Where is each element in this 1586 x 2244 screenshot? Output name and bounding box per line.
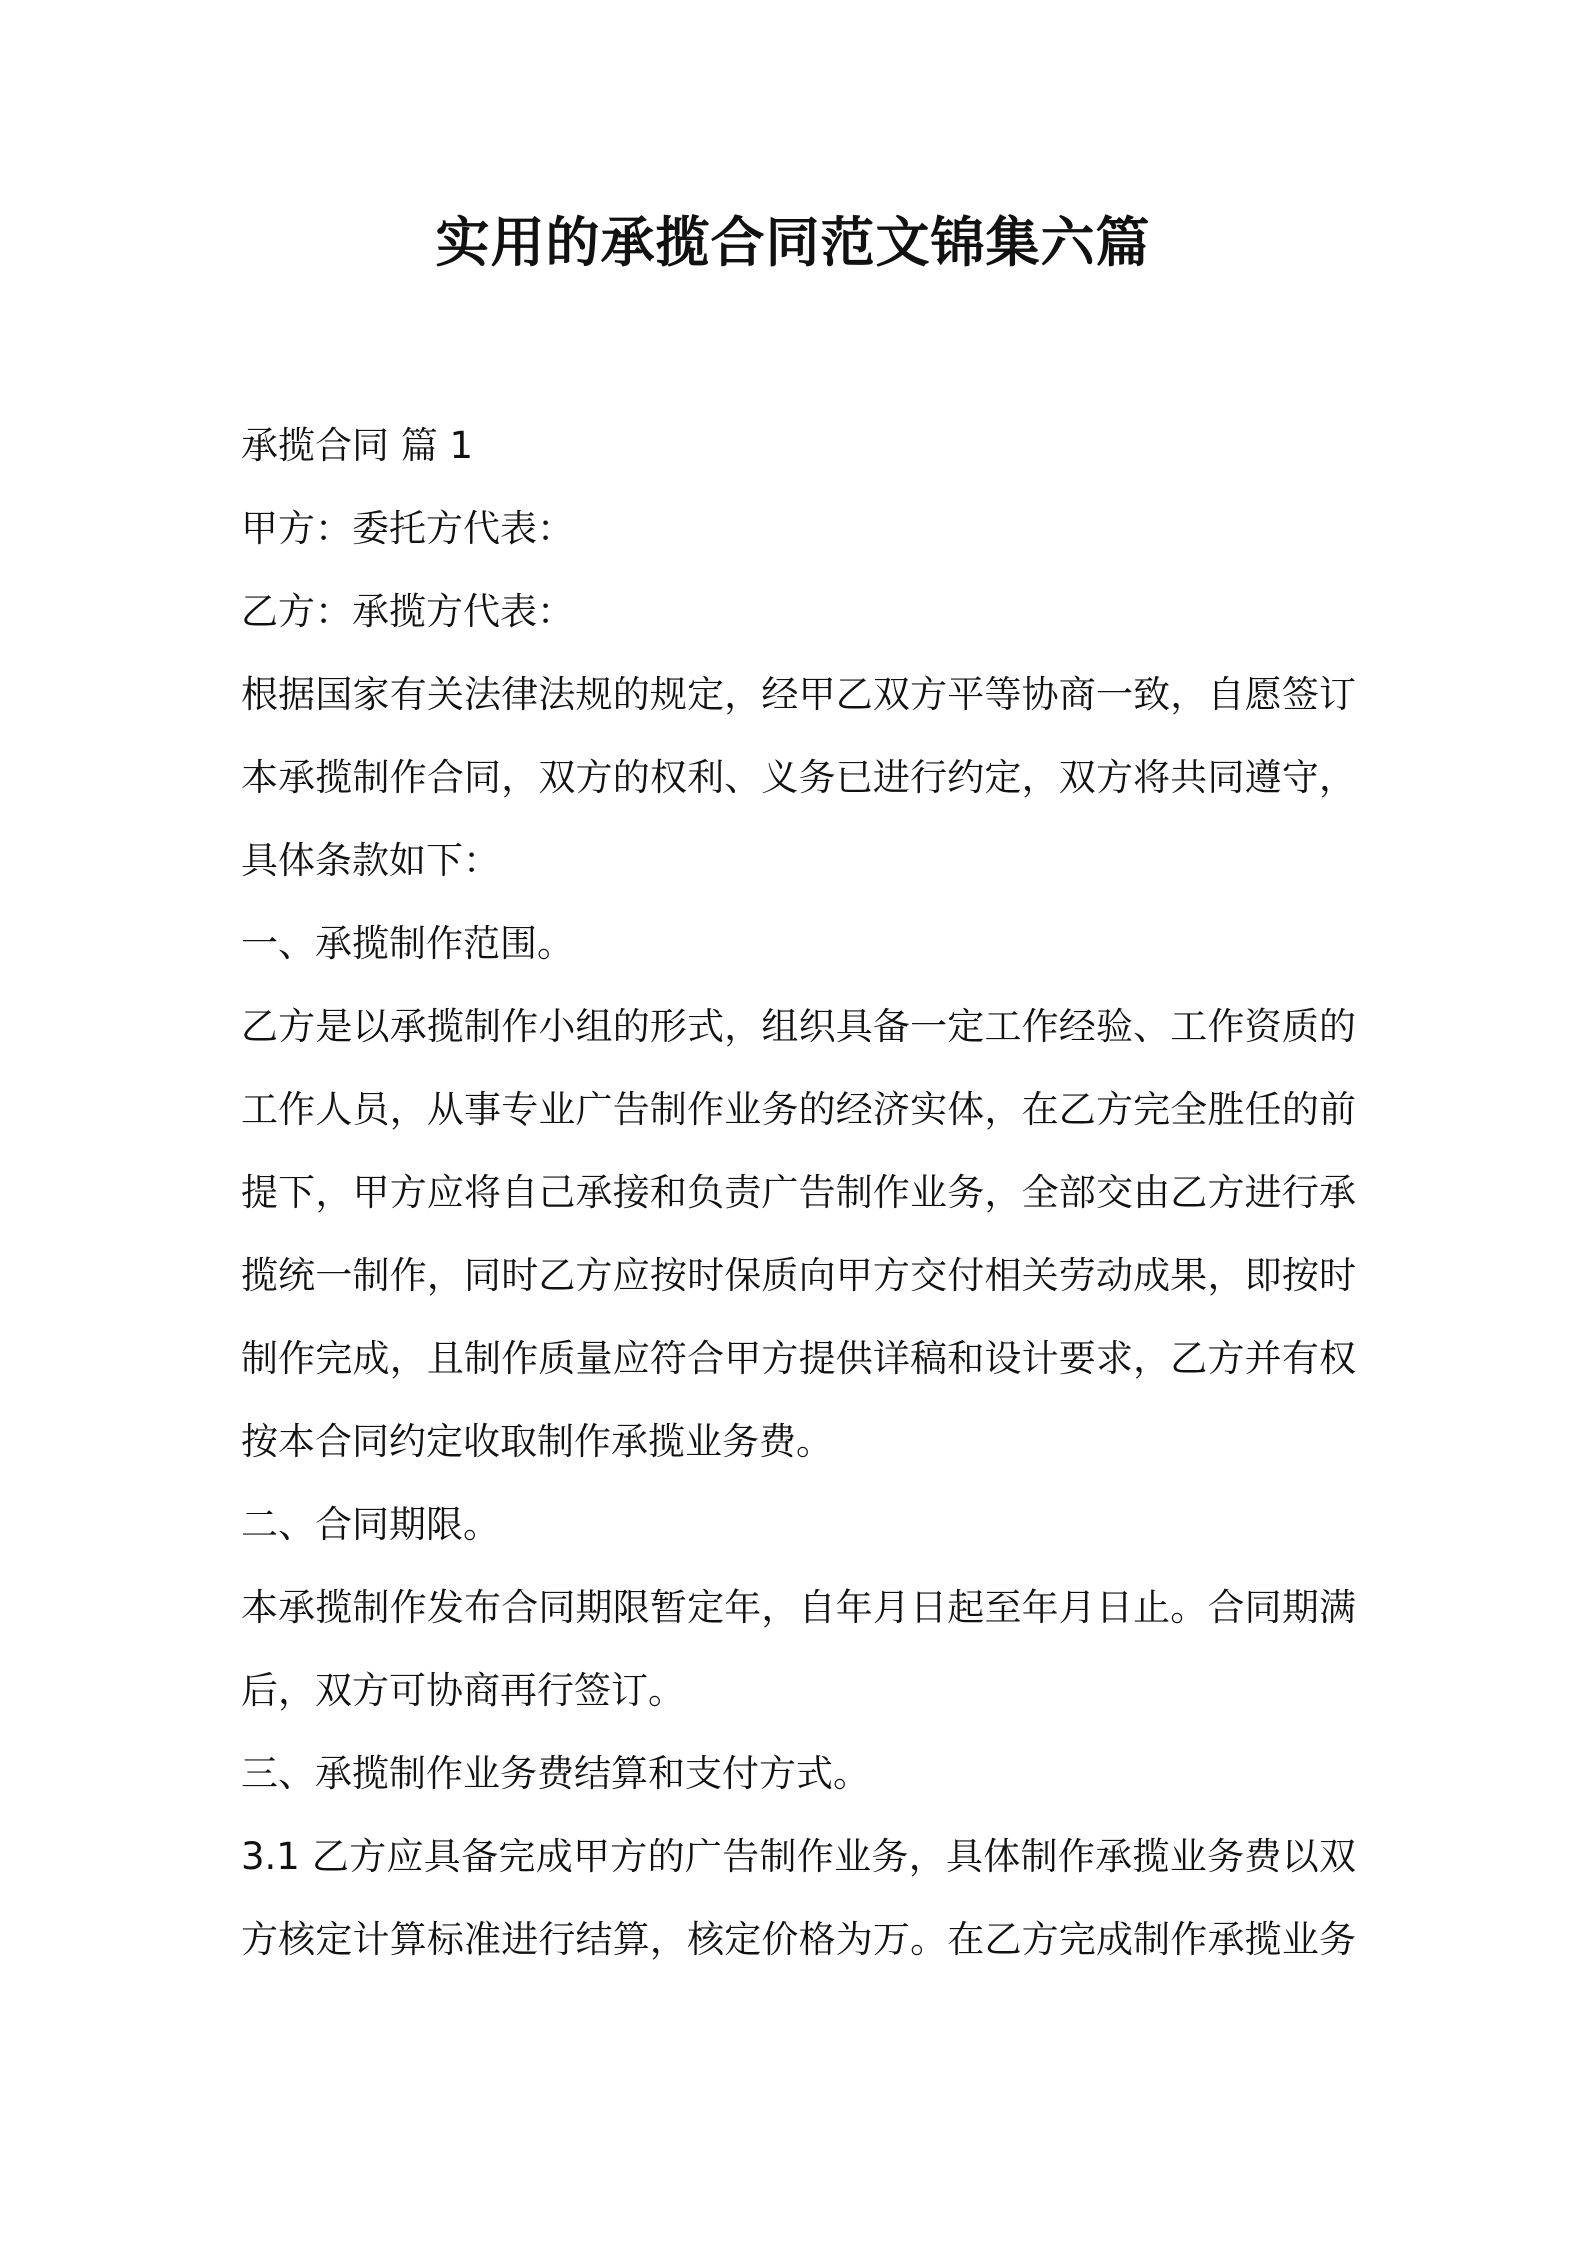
text-line: 本承揽制作合同，双方的权利、义务已进行约定，双方将共同遵守， <box>241 756 1356 799</box>
text-line: 承揽合同 篇 1 <box>241 424 474 467</box>
text-line: 三、承揽制作业务费结算和支付方式。 <box>241 1752 870 1795</box>
text-line: 揽统一制作，同时乙方应按时保质向甲方交付相关劳动成果，即按时 <box>241 1254 1356 1297</box>
text-line: 具体条款如下： <box>241 839 500 882</box>
text-line: 制作完成，且制作质量应符合甲方提供详稿和设计要求，乙方并有权 <box>241 1337 1356 1380</box>
text-line: 二、合同期限。 <box>241 1503 500 1546</box>
text-line: 后，双方可协商再行签订。 <box>241 1669 685 1712</box>
text-line: 乙方是以承揽制作小组的形式，组织具备一定工作经验、工作资质的 <box>241 1005 1356 1048</box>
text-line: 按本合同约定收取制作承揽业务费。 <box>241 1420 833 1463</box>
text-line: 甲方：委托方代表： <box>241 507 574 550</box>
text-line: 本承揽制作发布合同期限暂定年，自年月日起至年月日止。合同期满 <box>241 1586 1356 1629</box>
document-body <box>241 404 1356 1981</box>
text-line: 工作人员，从事专业广告制作业务的经济实体，在乙方完全胜任的前 <box>241 1088 1356 1131</box>
text-line: 乙方：承揽方代表： <box>241 590 574 633</box>
document-title: 实用的承揽合同范文锦集六篇 <box>435 211 1151 274</box>
text-line: 3.1 乙方应具备完成甲方的广告制作业务，具体制作承揽业务费以双 <box>241 1835 1356 1878</box>
text-line: 根据国家有关法律法规的规定，经甲乙双方平等协商一致，自愿签订 <box>241 673 1356 716</box>
text-line: 一、承揽制作范围。 <box>241 922 574 965</box>
text-line: 提下，甲方应将自己承接和负责广告制作业务，全部交由乙方进行承 <box>241 1171 1356 1214</box>
text-line: 方核定计算标准进行结算，核定价格为万。在乙方完成制作承揽业务 <box>241 1918 1356 1961</box>
